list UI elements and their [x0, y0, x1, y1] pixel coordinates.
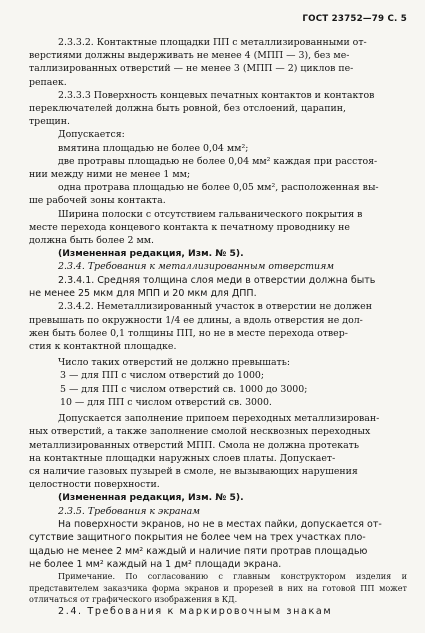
text-line: не менее 25 мкм для МПП и 20 мкм для ДПП.: [29, 288, 257, 300]
text-line: 2.3.3.2. Контактные площадки ПП с металлизированными от-: [58, 37, 367, 48]
footnote: Примечание. По согласованию с главным конструктором изделия и представителем заказчика форма экранов и прорезей в них на готовой ПП может отличаться от графического изображения в КД.: [29, 571, 407, 604]
text-line: месте перехода концевого контакта к печатному проводнику не: [29, 221, 350, 233]
amendment-note: (Измененная редакция, Изм. № 5).: [58, 248, 244, 260]
text-line: ных отверстий, а также заполнение смолой несквозных переходных: [29, 426, 371, 438]
text-line: Ширина полоски с отсутствием гальванического покрытия в: [58, 208, 363, 220]
text-line: стия к контактной площадке.: [29, 341, 177, 353]
text-line: Допускается заполнение припоем переходных металлизирован-: [58, 413, 380, 425]
text-line: переключателей должна быть ровной, без отслоений, царапин,: [29, 103, 346, 115]
text-line: жен быть более 0,1 толщины ПП, но не в месте перехода отвер-: [29, 327, 348, 339]
list-item: 5 — для ПП с числом отверстий св. 1000 до 3000;: [60, 383, 308, 395]
section-heading: 2.3.4. Требования к металлизированным отверстиям: [58, 261, 335, 273]
amendment-note: (Измененная редакция, Изм. № 5).: [58, 492, 244, 504]
text-line: репаек.: [29, 76, 67, 88]
section-heading: 2.3.5. Требования к экранам: [58, 505, 200, 517]
text-line: две протравы площадью не более 0,04 мм² каждая при расстоя-: [58, 155, 378, 167]
section-heading: 2.4. Требования к маркировочным знакам: [58, 605, 333, 617]
text-line: сутствие защитного покрытия не более чем на трех участках пло-: [29, 532, 366, 544]
text-line: вмятина площадью не более 0,04 мм²;: [58, 142, 249, 154]
text-line: 2.3.3.3 Поверхность концевых печатных контактов и контактов: [58, 89, 375, 101]
text-line: верстиями должны выдерживать не менее 4 (МПП — 3), без ме-: [29, 50, 350, 62]
text-line: превышать по окружности 1/4 ее длины, а вдоль отверстия не дол-: [29, 314, 363, 326]
list-item: 3 — для ПП с числом отверстий до 1000;: [60, 370, 265, 382]
standard-header: ГОСТ 23752—79 С. 5: [302, 14, 407, 24]
text-line: Число таких отверстий не должно превышать:: [58, 357, 290, 369]
page-header: [29, 14, 407, 32]
text-line: трещин.: [29, 116, 70, 128]
text-line: 2.3.4.2. Неметаллизированный участок в отверстии не должен: [58, 301, 372, 313]
text-line: должна быть более 2 мм.: [29, 235, 155, 247]
document-body: [29, 36, 407, 618]
text-line: 2.3.4.1. Средняя толщина слоя меди в отверстии должна быть: [58, 274, 376, 286]
text-line: Допускается:: [58, 129, 125, 141]
text-line: На поверхности экранов, но не в местах пайки, допускается от-: [58, 518, 382, 530]
text-line: таллизированных отверстий — не менее 3 (МПП — 2) циклов пе-: [29, 63, 354, 75]
text-line: ше рабочей зоны контакта.: [29, 195, 166, 207]
text-line: целостности поверхности.: [29, 479, 160, 491]
text-line: не более 1 мм² каждый на 1 дм² площади экрана.: [29, 558, 282, 570]
text-line: одна протрава площадью не более 0,05 мм², расположенная вы-: [58, 182, 379, 194]
list-item: 10 — для ПП с числом отверстий св. 3000.: [60, 396, 272, 408]
text-line: ся наличие газовых пузырей в смоле, не вызывающих нарушения: [29, 465, 358, 477]
text-line: нии между ними не менее 1 мм;: [29, 169, 191, 181]
text-line: на контактные площадки наружных слоев платы. Допускает-: [29, 452, 336, 464]
text-line: металлизированных отверстий МПП. Смола не должна протекать: [29, 439, 359, 451]
limits-list: [29, 369, 407, 409]
text-line: щадью не менее 2 мм² каждый и наличие пяти протрав площадью: [29, 545, 368, 557]
